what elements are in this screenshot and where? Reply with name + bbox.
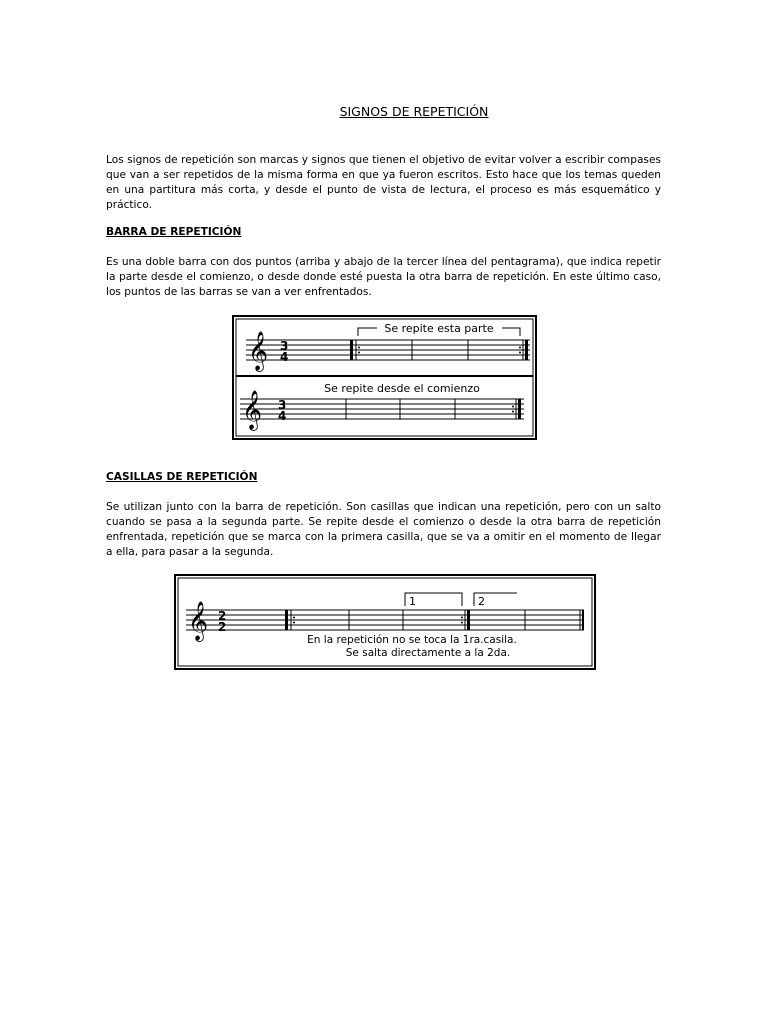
- endings-figure: [174, 574, 596, 674]
- treble-clef-icon: 𝄞: [188, 601, 209, 641]
- endings-caption-line1: En la repetición no se toca la 1ra.casila.: [307, 634, 517, 646]
- treble-clef-icon: 𝄞: [242, 390, 263, 430]
- time-signature-bottom: 4: [278, 409, 287, 423]
- time-signature-bottom: 2: [218, 620, 227, 634]
- time-signature-bottom: 4: [280, 350, 289, 364]
- treble-clef-icon: 𝄞: [248, 331, 269, 371]
- casillas-paragraph: Se utilizan junto con la barra de repetición. Son casillas que indican una repetición, pero con un salto cuando se pasa a la segunda parte. Se repite desde el comienzo o desde la otra barra de repetición enfrentada, repetición que se marca con la primera casilla, que se va a omitir en el momento de llegar a ella, para pasar a la segunda.: [106, 501, 661, 558]
- section-heading-barra: BARRA DE REPETICIÓN: [106, 226, 242, 238]
- page-title: SIGNOS DE REPETICIÓN: [339, 104, 489, 119]
- time-signature-top: 2: [218, 609, 227, 623]
- time-signature-top: 3: [278, 398, 287, 412]
- barra-paragraph: Es una doble barra con dos puntos (arriba y abajo de la tercer línea del pentagrama), que indica repetir la parte desde el comienzo, o desde donde esté puesta la otra barra de repetición. En este último caso, los puntos de las barras se van a ver enfrentados.: [106, 256, 661, 298]
- intro-paragraph: Los signos de repetición son marcas y signos que tienen el objetivo de evitar volver a escribir compases que van a ser repetidos de la misma forma en que ya fueron escritos. Esto hace que los temas queden en una partitura más corta, y desde el punto de vista de lectura, el proceso es más esquemático y práctico.: [106, 154, 661, 211]
- lower-staff-label: Se repite desde el comienzo: [324, 382, 480, 395]
- time-signature-top: 3: [280, 339, 289, 353]
- section-heading-casillas: CASILLAS DE REPETICIÓN: [106, 471, 258, 483]
- ending-1-label: 1: [409, 595, 416, 608]
- ending-2-label: 2: [478, 595, 485, 608]
- upper-staff-label: Se repite esta parte: [384, 322, 494, 335]
- endings-caption-line2: Se salta directamente a la 2da.: [345, 647, 511, 659]
- repeat-bar-figure: [232, 315, 537, 444]
